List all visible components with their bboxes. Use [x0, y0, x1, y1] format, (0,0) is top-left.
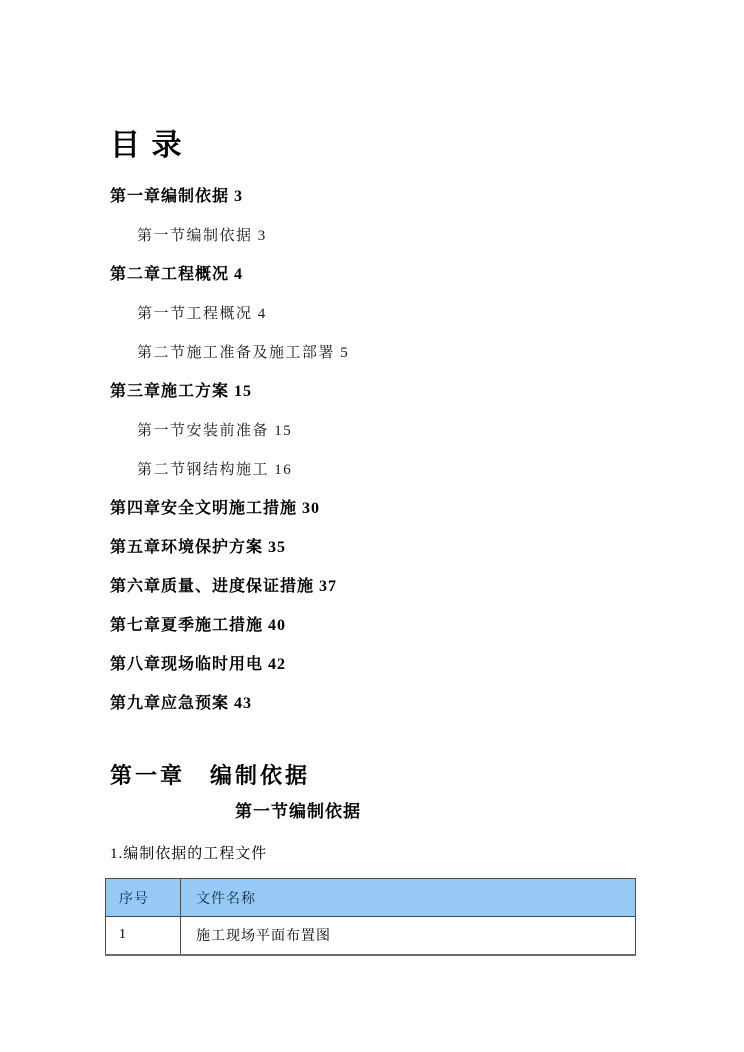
toc-entry: 第六章质量、进度保证措施 37 [110, 578, 338, 595]
toc-entry: 第四章安全文明施工措施 30 [110, 500, 321, 517]
toc-entry: 第五章环境保护方案 35 [110, 539, 287, 556]
toc-title: 目 录 [110, 129, 184, 162]
table-cell-filename: 施工现场平面布置图 [181, 917, 636, 955]
table-cell-index: 1 [106, 917, 181, 955]
toc-entry: 第一节工程概况 4 [137, 306, 267, 322]
toc-entry: 第九章应急预案 43 [110, 695, 253, 712]
toc-entry: 第一章编制依据 3 [110, 188, 244, 205]
table-header-cell-filename: 文件名称 [181, 879, 636, 917]
chapter-heading: 第一章 编制依据 [110, 763, 311, 788]
toc-entry: 第二节施工准备及施工部署 5 [137, 345, 350, 361]
toc-entry: 第七章夏季施工措施 40 [110, 617, 287, 634]
paragraph-text: 1.编制依据的工程文件 [110, 846, 268, 862]
toc-entry: 第三章施工方案 15 [110, 383, 253, 400]
table-of-contents [110, 188, 636, 713]
table-header-row [106, 879, 636, 917]
toc-entry: 第二章工程概况 4 [110, 266, 244, 283]
table-header-cell-index: 序号 [106, 879, 181, 917]
toc-entry: 第八章现场临时用电 42 [110, 656, 287, 673]
toc-entry: 第一节编制依据 3 [137, 228, 267, 244]
toc-entry: 第二节钢结构施工 16 [137, 462, 293, 478]
document-table [105, 878, 636, 956]
table-row [106, 917, 636, 955]
toc-entry: 第一节安装前准备 15 [137, 423, 293, 439]
section-heading: 第一节编制依据 [235, 802, 361, 821]
